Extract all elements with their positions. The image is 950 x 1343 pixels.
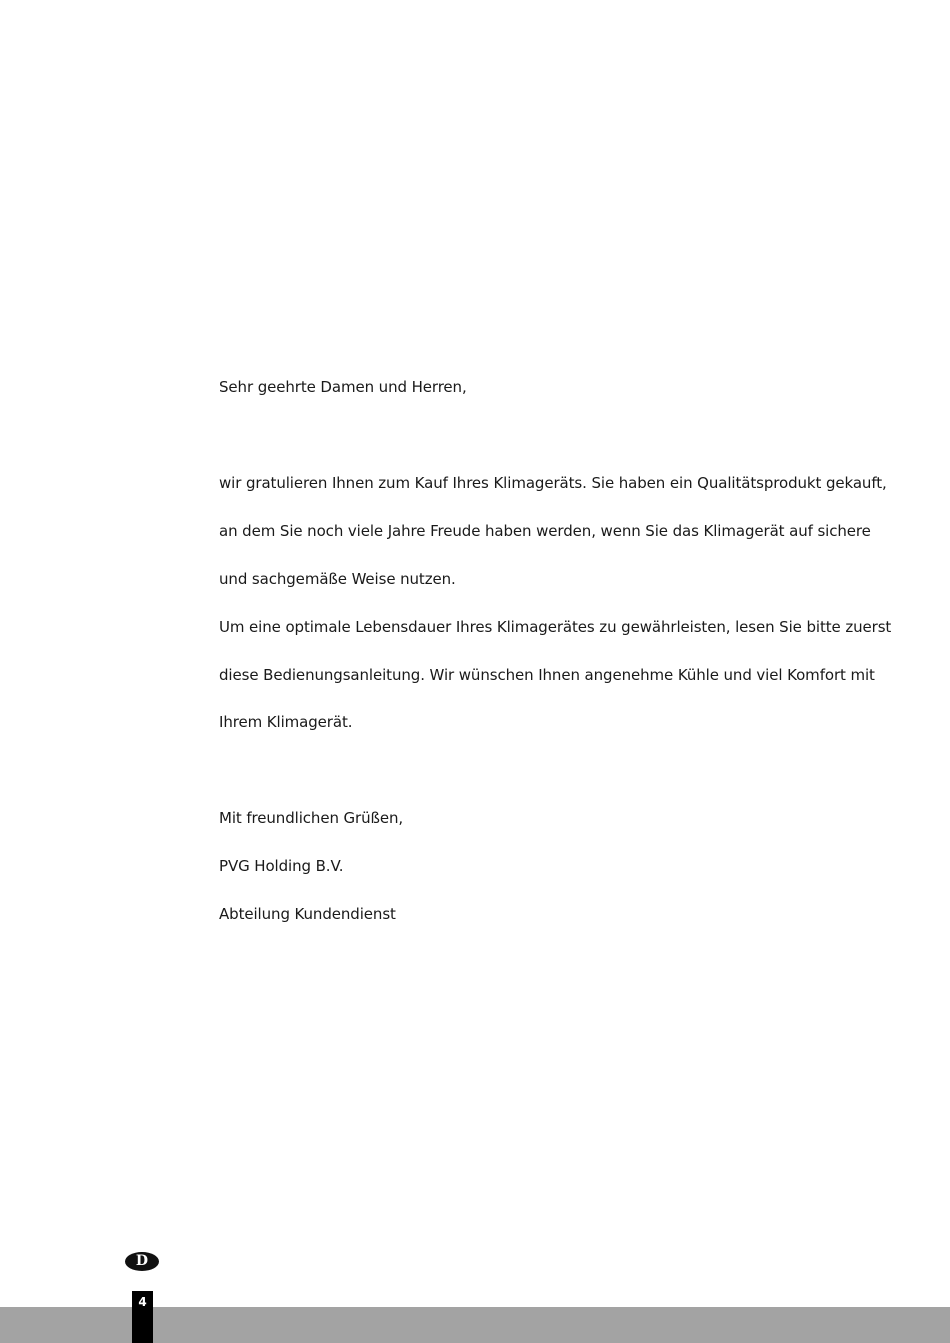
page-number: 4: [132, 1291, 153, 1343]
paragraph-2-line-1: Um eine optimale Lebensdauer Ihres Klimagerätes zu gewährleisten, lesen Sie bitte zuerst: [219, 618, 892, 636]
paragraph-1-line-1: wir gratulieren Ihnen zum Kauf Ihres Klimageräts. Sie haben ein Qualitätsprodukt gekauft,: [219, 474, 887, 492]
paragraph-2-line-2: diese Bedienungsanleitung. Wir wünschen Ihnen angenehme Kühle und viel Komfort mit: [219, 666, 875, 684]
closing: Mit freundlichen Grüßen,: [219, 809, 404, 827]
paragraph-2-line-3: Ihrem Klimagerät.: [219, 713, 353, 731]
greeting: Sehr geehrte Damen und Herren,: [219, 378, 467, 396]
department-name: Abteilung Kundendienst: [219, 905, 396, 923]
language-badge: D: [125, 1252, 159, 1271]
paragraph-1-line-2: an dem Sie noch viele Jahre Freude haben werden, wenn Sie das Klimagerät auf sichere: [219, 522, 871, 540]
company-name: PVG Holding B.V.: [219, 857, 344, 875]
paragraph-1-line-3: und sachgemäße Weise nutzen.: [219, 570, 456, 588]
